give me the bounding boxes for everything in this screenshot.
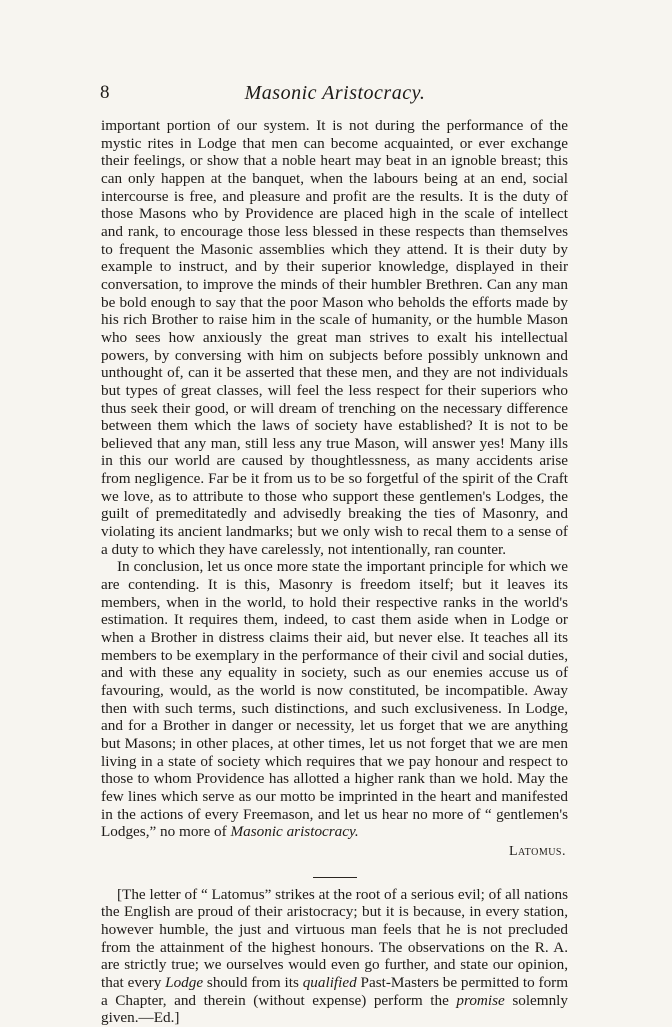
- running-title: Masonic Aristocracy.: [244, 82, 426, 104]
- paragraph-2-text: In conclusion, let us once more state the important principle for which we are contending. It is this, Masonry is freedom itself; but it leaves its members, when in the world, to hold their respective ranks in the world's estimation. It requires them, indeed, to cast them aside when in Lodge or when a Brother in distress claims their aid, but never else. It teaches all its members to be exemplary in the performance of their civil and social duties, and with these any equality in society, such as our enemies accuse us of favouring, would, as the world is now constituted, be incompatible. Away then with such terms, such distinctions, and such exclusiveness. In Lodge, and for a Brother in danger or necessity, let us forget that we are anything but Masons; in other places, at other times, let us not forget that we are men living in a state of society which requires that we pay honour and respect to those to whom Providence has allotted a higher rank than we hold. May the few lines which serve as our motto be imprinted in the heart and manifested in the actions of every Freemason, and let us hear no more of “ gentlemen's Lodges,” no more of: [101, 558, 568, 841]
- editor-note-text-2: should from its: [206, 973, 299, 991]
- page-number: 8: [100, 82, 110, 103]
- author-signature: Latomus.: [509, 843, 566, 859]
- editor-note-italic-lodge: Lodge: [165, 973, 204, 991]
- editor-note-italic-qualified: qualified: [302, 973, 357, 991]
- editor-note: [101, 886, 568, 1027]
- paragraph-2: [101, 558, 568, 841]
- paragraph-2-italic-phrase: Masonic aristocracy.: [230, 823, 359, 841]
- editor-note-text-4: solemnly given.—Ed.]: [101, 991, 568, 1027]
- page-header: [100, 82, 570, 106]
- article-body: [101, 117, 568, 1027]
- editor-note-text-3: Past-Masters be permitted to form a Chapter, and therein (without expense) perform the: [101, 973, 569, 1009]
- editor-note-text-1: [The letter of “ Latomus” strikes at the root of a serious evil; of all nations the English are proud of their aristocracy; but it is because, in every station, however humble, the just and virtuous man feels that he is not precluded from the attainment of the highest honours. The observations on the R. A. are strictly true; we ourselves would even go further, and state our opinion, that every: [101, 885, 568, 991]
- section-divider: [313, 877, 357, 878]
- paragraph-1: important portion of our system. It is not during the performance of the mystic rites in Lodge that men can become acquainted, or ever exchange their feelings, or show that a noble heart may beat in an ignoble breast; this can only happen at the banquet, when the labours being at an end, social intercourse is free, and pleasure and profit are the results. It is the duty of those Masons who by Providence are placed high in the scale of intellect and rank, to encourage those less blessed in these respects than themselves to frequent the Masonic assemblies which they attend. It is their duty by example to instruct, and by their superior knowledge, displayed in their conversation, to improve the minds of their humbler Brethren. Can any man be bold enough to say that the poor Mason who beholds the efforts made by his rich Brother to raise him in the scale of humanity, or the humble Mason who sees how anxiously the great man strives to exalt his intellectual powers, by conversing with him on subjects before possibly unknown and unthought of, can it be asserted that these men, and they are not individuals but types of great classes, will feel the less respect for their superiors who thus seek their good, or will dream of trenching on the necessary difference between them which the laws of society have established? It is not to be believed that any man, still less any true Mason, will answer yes! Many ills in this our world are caused by thoughtlessness, as many accidents arise from negligence. Far be it from us to be so forgetful of the spirit of the Craft we love, as to attribute to those who support these gentlemen's Lodges, the guilt of premeditatedly and advisedly breaking the ties of Masonry, and violating its ancient landmarks; but we only wish to recal them to a sense of a duty to which they have carelessly, not intentionally, ran counter.: [101, 117, 568, 558]
- editor-note-paragraph: [101, 886, 568, 1027]
- editor-note-italic-promise: promise: [456, 991, 505, 1009]
